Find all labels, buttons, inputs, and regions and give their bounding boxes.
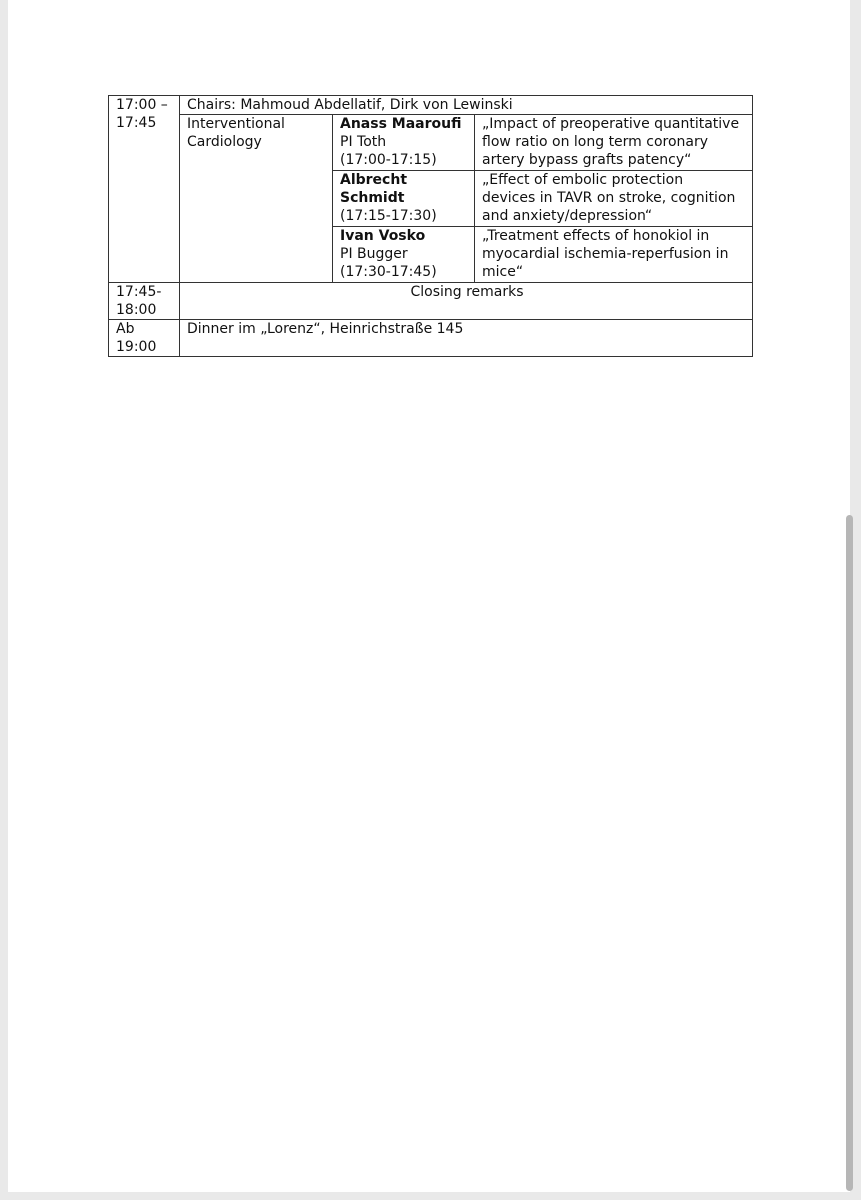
session-time-cell: 17:00 – 17:45 — [109, 96, 180, 283]
speaker-slot: (17:00-17:15) — [340, 152, 437, 168]
speaker-slot: (17:15-17:30) — [340, 208, 437, 224]
chairs-cell: Chairs: Mahmoud Abdellatif, Dirk von Lewinski — [180, 96, 753, 115]
topic-cell: Interventional Cardiology — [180, 115, 333, 283]
speaker-cell — [333, 227, 475, 283]
program-table — [108, 95, 753, 357]
speaker-slot: (17:30-17:45) — [340, 264, 437, 280]
table-row — [109, 320, 753, 357]
speaker-name: Albrecht — [340, 172, 408, 188]
talk-title-cell: „Treatment effects of honokiol in myocardial ischemia-reperfusion in mice“ — [475, 227, 753, 283]
speaker-cell — [333, 171, 475, 227]
talk-title-cell: „Effect of embolic protection devices in TAVR on stroke, cognition and anxiety/depression“ — [475, 171, 753, 227]
dinner-cell: Dinner im „Lorenz“, Heinrichstraße 145 — [180, 320, 753, 357]
speaker-name: Anass Maaroufi — [340, 116, 462, 132]
dinner-time-cell: Ab 19:00 — [109, 320, 180, 357]
table-row — [109, 283, 753, 320]
table-row — [109, 96, 753, 115]
talk-title-cell: „Impact of preoperative quantitative flow ratio on long term coronary artery bypass grafts patency“ — [475, 115, 753, 171]
vertical-scrollbar[interactable] — [846, 515, 853, 1191]
speaker-name: Ivan Vosko — [340, 228, 426, 244]
speaker-cell — [333, 115, 475, 171]
closing-remarks-cell: Closing remarks — [180, 283, 753, 320]
speaker-name: Schmidt — [340, 190, 405, 206]
closing-time-cell: 17:45- 18:00 — [109, 283, 180, 320]
document-page — [8, 0, 850, 1192]
table-row — [109, 115, 753, 171]
speaker-pi: PI Bugger — [340, 246, 408, 262]
speaker-pi: PI Toth — [340, 134, 387, 150]
